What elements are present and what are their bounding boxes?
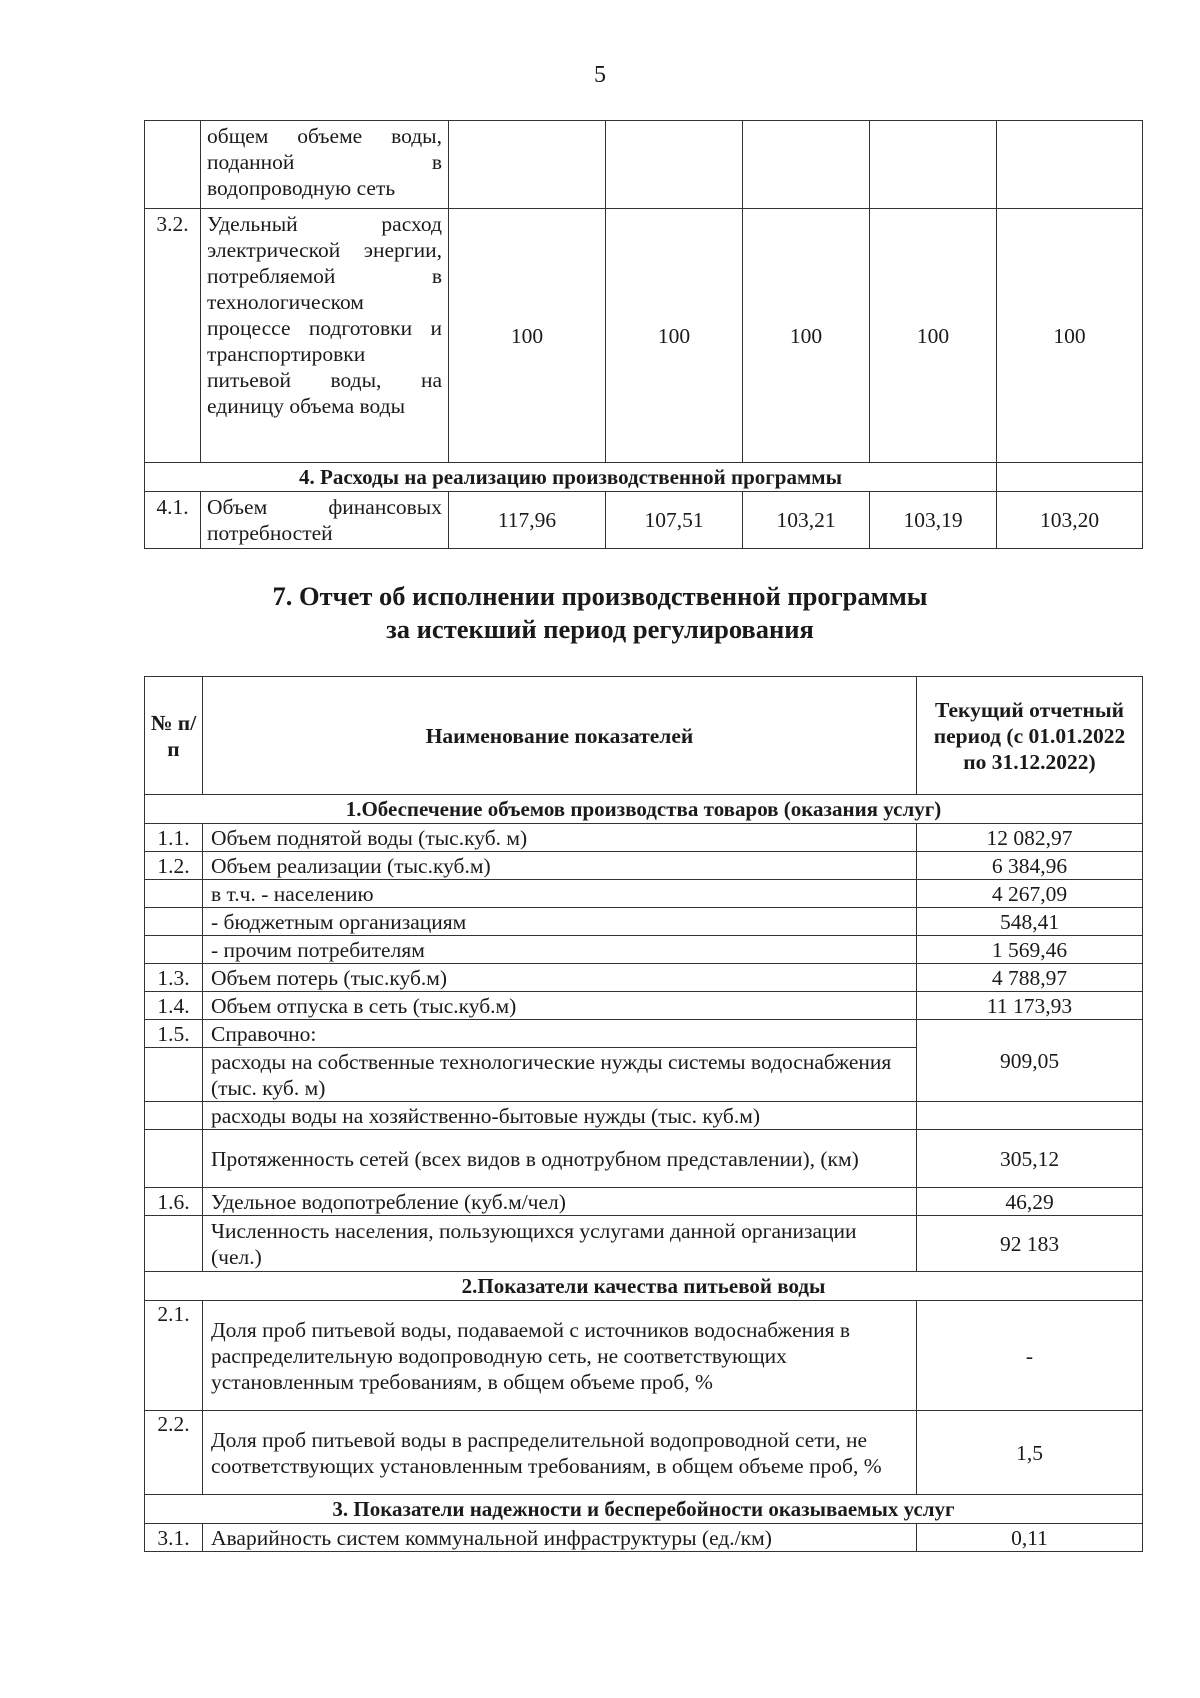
value-cell: 100 (997, 209, 1143, 463)
value-cell (606, 121, 743, 209)
indicator-name: Протяженность сетей (всех видов в однотрубном представлении), (км) (203, 1130, 917, 1188)
table-row (145, 1411, 1143, 1495)
row-number: 3.2. (145, 209, 201, 463)
header-number: № п/п (145, 677, 203, 795)
heading-line: за истекший период регулирования (386, 614, 814, 644)
value-cell: 11 173,93 (917, 992, 1143, 1020)
value-cell: 4 267,09 (917, 880, 1143, 908)
indicator-name: Доля проб питьевой воды в распределительной водопроводной сети, не соответствующих установленным требованиям, в общем объеме проб, % (203, 1411, 917, 1495)
row-number (145, 1048, 203, 1102)
value-cell: 103,20 (997, 492, 1143, 549)
table-row (145, 852, 1143, 880)
value-cell: 0,11 (917, 1524, 1143, 1552)
value-cell: 6 384,96 (917, 852, 1143, 880)
indicator-name: - прочим потребителям (203, 936, 917, 964)
value-cell: 100 (743, 209, 870, 463)
row-number (145, 908, 203, 936)
value-cell: 117,96 (449, 492, 606, 549)
value-cell: 107,51 (606, 492, 743, 549)
value-cell: 100 (870, 209, 997, 463)
row-number: 1.2. (145, 852, 203, 880)
value-cell: - (917, 1301, 1143, 1411)
table-row (145, 1216, 1143, 1272)
section-row (145, 463, 1143, 492)
indicator-name: Объем потерь (тыс.куб.м) (203, 964, 917, 992)
page-number: 5 (594, 62, 606, 88)
table-row (145, 1188, 1143, 1216)
row-number: 1.4. (145, 992, 203, 1020)
value-cell: 100 (449, 209, 606, 463)
row-number: 2.1. (145, 1301, 203, 1411)
value-cell: 103,19 (870, 492, 997, 549)
indicator-name: Доля проб питьевой воды, подаваемой с источников водоснабжения в распределительную водопроводную сеть, не соответствующих установленным требованиям, в общем объеме проб, % (203, 1301, 917, 1411)
value-cell (917, 1102, 1143, 1130)
row-number (145, 1102, 203, 1130)
value-cell (449, 121, 606, 209)
value-cell: 46,29 (917, 1188, 1143, 1216)
section-title: 1.Обеспечение объемов производства товаров (оказания услуг) (145, 795, 1143, 824)
table-row (145, 121, 1143, 209)
row-number: 1.6. (145, 1188, 203, 1216)
value-cell: 12 082,97 (917, 824, 1143, 852)
table-row (145, 908, 1143, 936)
row-number: 3.1. (145, 1524, 203, 1552)
value-cell: 1,5 (917, 1411, 1143, 1495)
indicator-name: общем объеме воды, поданной в водопроводную сеть (201, 121, 449, 209)
value-cell: 92 183 (917, 1216, 1143, 1272)
indicator-name: Объем реализации (тыс.куб.м) (203, 852, 917, 880)
indicator-name: в т.ч. - населению (203, 880, 917, 908)
indicator-name: расходы на собственные технологические нужды системы водоснабжения (тыс. куб. м) (203, 1048, 917, 1102)
indicator-name: Справочно: (203, 1020, 917, 1048)
value-cell: 1 569,46 (917, 936, 1143, 964)
header-period: Текущий отчетный период (с 01.01.2022 по 31.12.2022) (917, 677, 1143, 795)
section-title: 2.Показатели качества питьевой воды (145, 1272, 1143, 1301)
table-row (145, 1102, 1143, 1130)
value-cell: 103,21 (743, 492, 870, 549)
indicator-name: расходы воды на хозяйственно-бытовые нужды (тыс. куб.м) (203, 1102, 917, 1130)
row-number (145, 1216, 203, 1272)
table-row (145, 824, 1143, 852)
value-cell (997, 121, 1143, 209)
section-heading (0, 580, 1200, 646)
section-title: 3. Показатели надежности и бесперебойности оказываемых услуг (145, 1495, 1143, 1524)
header-row (145, 677, 1143, 795)
table-row (145, 992, 1143, 1020)
table-row (145, 492, 1143, 549)
value-cell: 548,41 (917, 908, 1143, 936)
value-cell: 305,12 (917, 1130, 1143, 1188)
indicator-name: - бюджетным организациям (203, 908, 917, 936)
value-cell: 100 (606, 209, 743, 463)
report-table (144, 676, 1143, 1552)
table-row (145, 1020, 1143, 1048)
row-number: 4.1. (145, 492, 201, 549)
row-number: 2.2. (145, 1411, 203, 1495)
table-row (145, 936, 1143, 964)
indicator-name: Объем финансовых потребностей (201, 492, 449, 549)
indicators-table-continued (144, 120, 1143, 549)
section-row (145, 1272, 1143, 1301)
row-number (145, 121, 201, 209)
value-cell (743, 121, 870, 209)
indicator-name: Аварийность систем коммунальной инфраструктуры (ед./км) (203, 1524, 917, 1552)
table-row (145, 1130, 1143, 1188)
value-cell (870, 121, 997, 209)
section-title: 4. Расходы на реализацию производственной программы (145, 463, 997, 492)
indicator-name: Объем отпуска в сеть (тыс.куб.м) (203, 992, 917, 1020)
table-row (145, 1524, 1143, 1552)
row-number (145, 1130, 203, 1188)
row-number (145, 880, 203, 908)
indicator-name: Объем поднятой воды (тыс.куб. м) (203, 824, 917, 852)
indicator-name: Удельное водопотребление (куб.м/чел) (203, 1188, 917, 1216)
table-row (145, 880, 1143, 908)
empty-cell (997, 463, 1143, 492)
row-number (145, 936, 203, 964)
section-row (145, 1495, 1143, 1524)
section-row (145, 795, 1143, 824)
table-row (145, 1301, 1143, 1411)
header-name: Наименование показателей (203, 677, 917, 795)
table-row (145, 964, 1143, 992)
heading-line: 7. Отчет об исполнении производственной программы (272, 581, 928, 611)
value-cell: 4 788,97 (917, 964, 1143, 992)
value-cell: 909,05 (917, 1020, 1143, 1102)
table-row (145, 209, 1143, 463)
row-number: 1.1. (145, 824, 203, 852)
indicator-name: Удельный расход электрической энергии, потребляемой в технологическом процессе подготовки и транспортировки питьевой воды, на единицу объема воды (201, 209, 449, 463)
row-number: 1.3. (145, 964, 203, 992)
row-number: 1.5. (145, 1020, 203, 1048)
indicator-name: Численность населения, пользующихся услугами данной организации (чел.) (203, 1216, 917, 1272)
